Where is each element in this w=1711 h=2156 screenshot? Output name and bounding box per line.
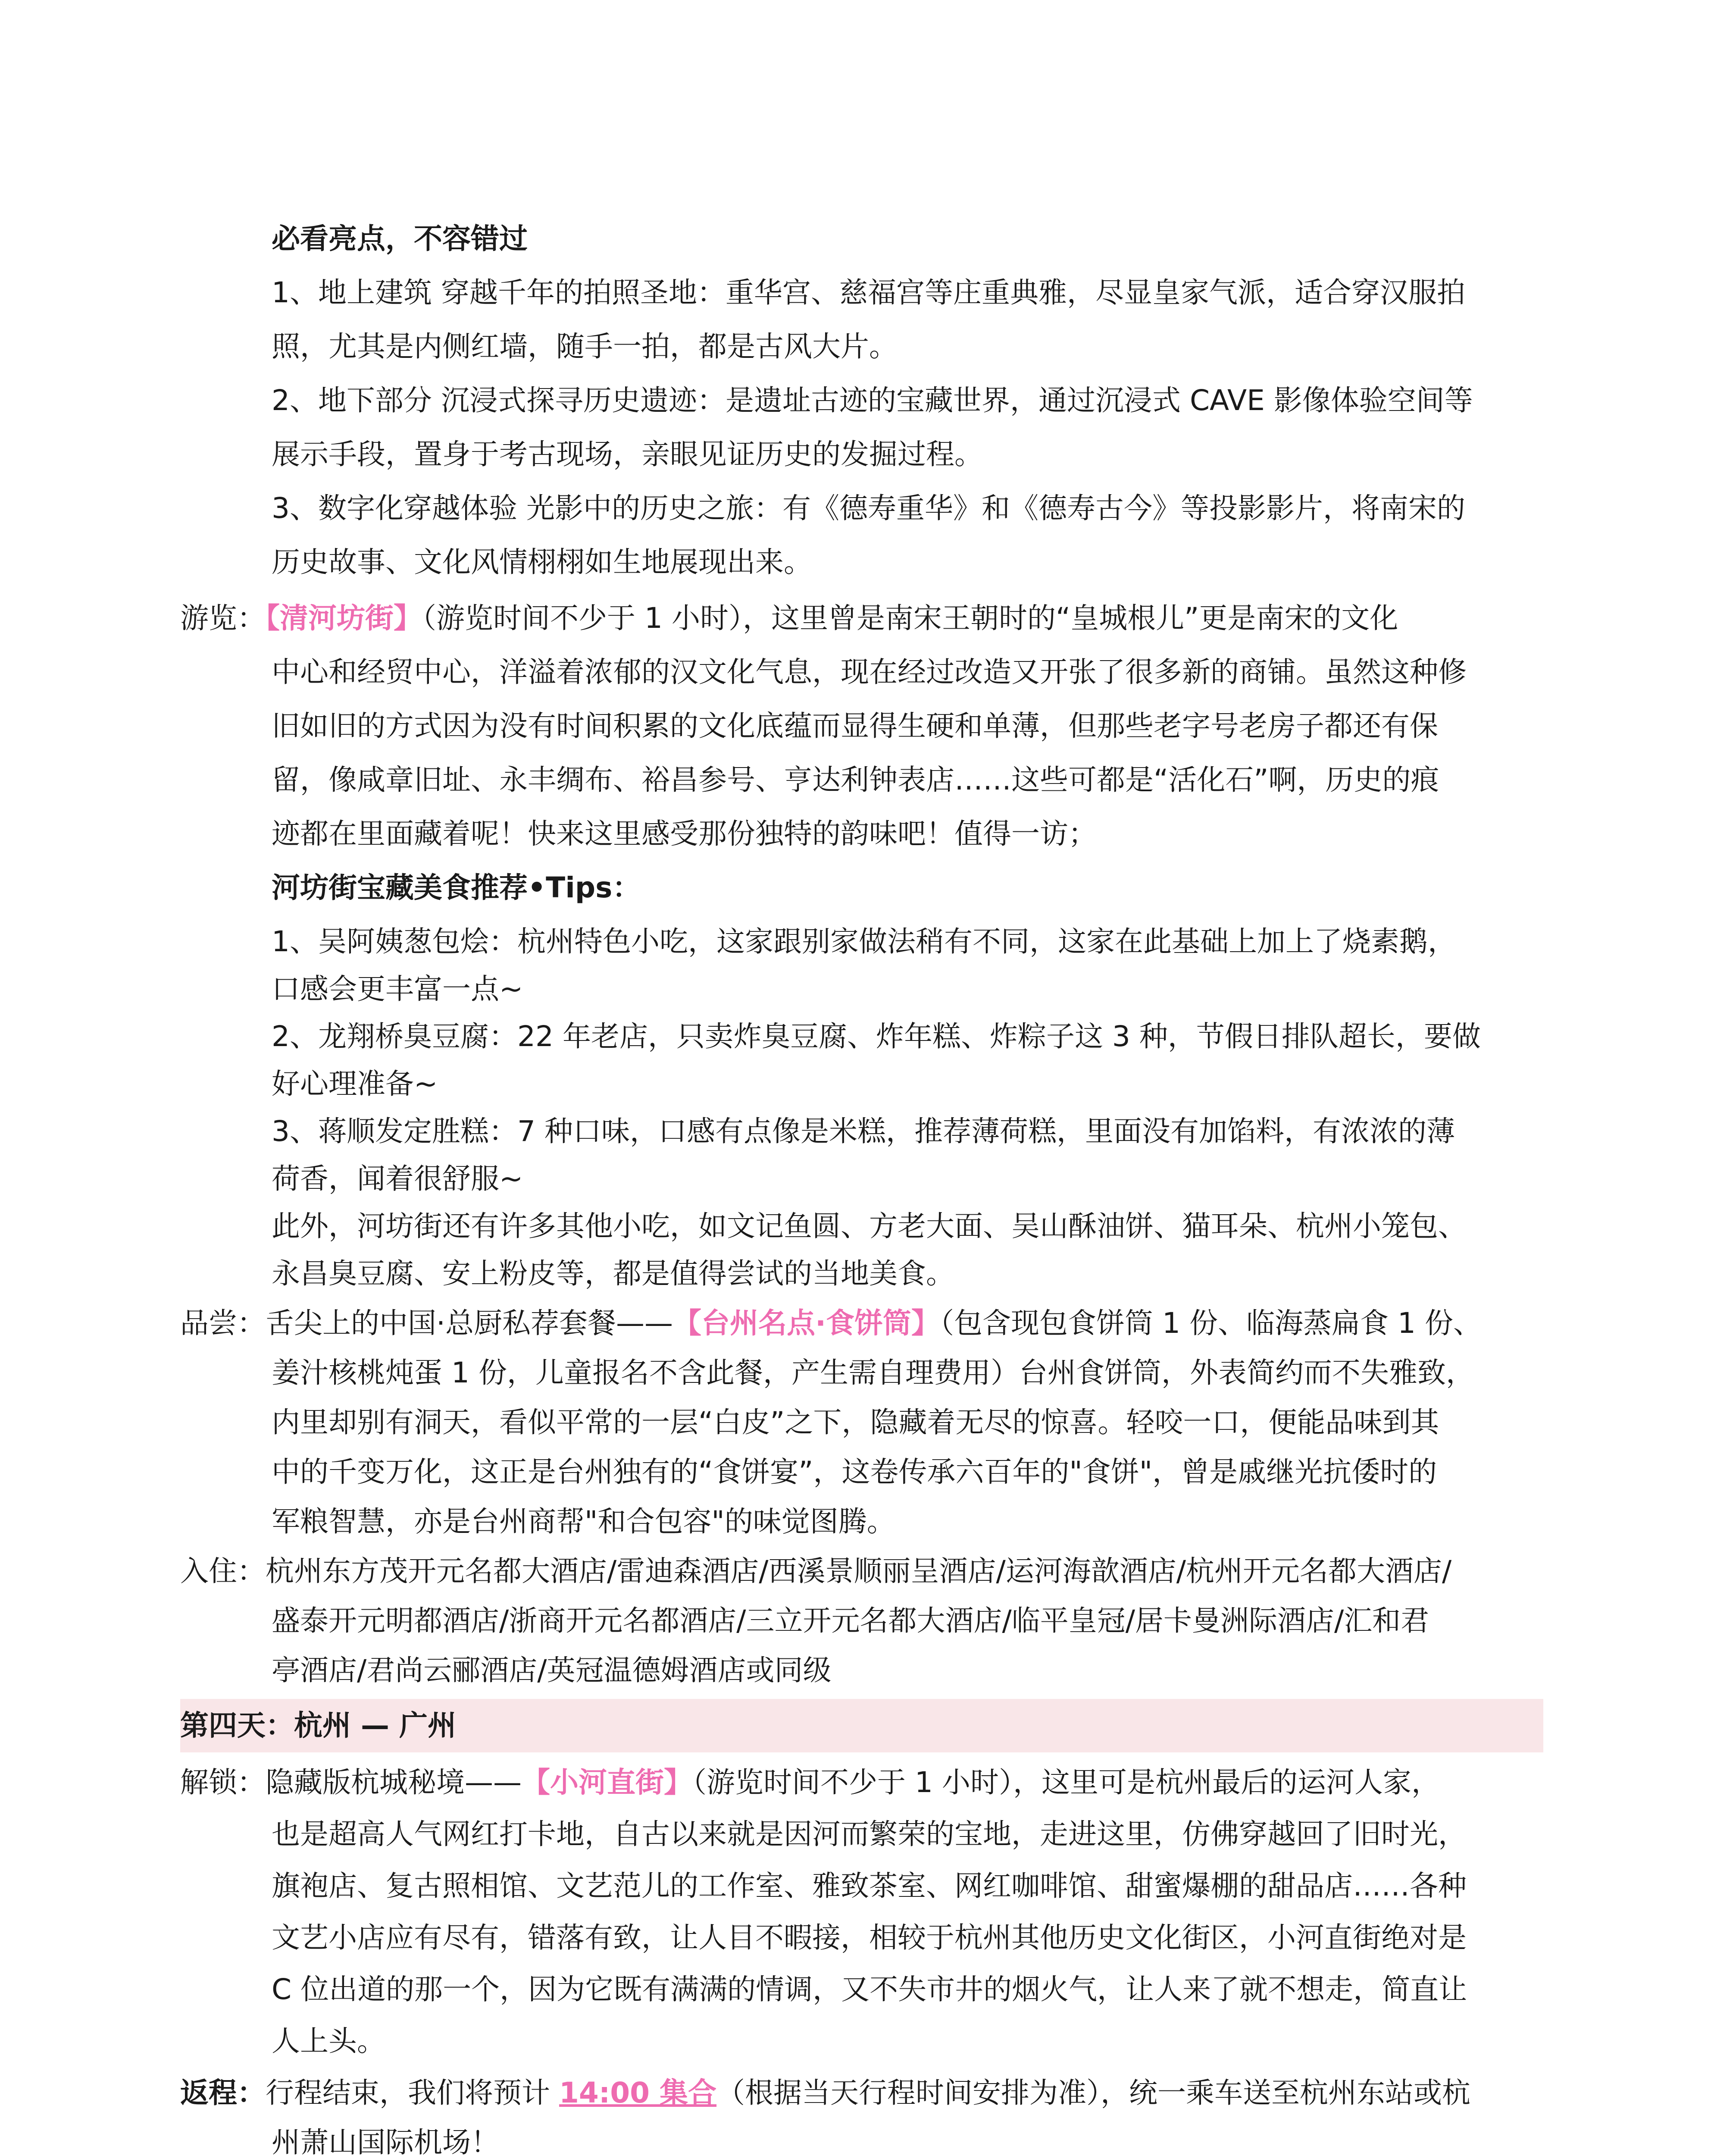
unlock-pre: 隐藏版杭城秘境—— [266, 1766, 522, 1799]
taste-text: （包含现包食饼筒 1 份、临海蒸扁食 1 份、 [940, 1307, 1482, 1340]
highlight-item-3-cont: 历史故事、文化风情栩栩如生地展现出来。 [272, 545, 812, 579]
stay-paragraph-line-1 [180, 1545, 1451, 1598]
food-item-2-cont: 好心理准备~ [272, 1067, 438, 1100]
stay-line-2: 盛泰开元明都酒店/浙商开元名都酒店/三立开元名都大酒店/临平皇冠/居卡曼洲际酒店/汇和君 [272, 1604, 1429, 1637]
stay-line-3: 亭酒店/君尚云郦酒店/英冠温德姆酒店或同级 [272, 1654, 832, 1687]
food-extra-cont: 永昌臭豆腐、安上粉皮等，都是值得尝试的当地美食。 [272, 1257, 954, 1290]
tour-line-4: 留，像咸章旧址、永丰绸布、裕昌参号、亨达利钟表店……这些可都是“活化石”啊，历史的痕 [272, 763, 1439, 796]
highlights-heading: 必看亮点，不容错过 [272, 222, 528, 255]
tour-line-3: 旧如旧的方式因为没有时间积累的文化底蕴而显得生硬和单薄，但那些老字号老房子都还有保 [272, 709, 1438, 743]
unlock-line-6: 人上头。 [272, 2024, 385, 2058]
highlight-item-3: 3、数字化穿越体验 光影中的历史之旅：有《德寿重华》和《德寿古今》等投影影片，将南宋的 [272, 492, 1465, 525]
return-label: 返程： [180, 2076, 266, 2109]
highlight-item-1-cont: 照，尤其是内侧红墙，随手一拍，都是古风大片。 [272, 330, 898, 363]
unlock-line-5: C 位出道的那一个，因为它既有满满的情调，又不失市井的烟火气，让人来了就不想走，简直让 [272, 1973, 1467, 2006]
return-pre: 行程结束，我们将预计 [266, 2076, 559, 2109]
food-item-1: 1、吴阿姨葱包烩：杭州特色小吃，这家跟别家做法稍有不同，这家在此基础上加上了烧素鹅， [272, 925, 1456, 958]
food-item-3: 3、蒋顺发定胜糕：7 种口味，口感有点像是米糕，推荐薄荷糕，里面没有加馅料，有浓浓的薄 [272, 1115, 1455, 1148]
highlight-item-2-cont: 展示手段，置身于考古现场，亲眼见证历史的发掘过程。 [272, 438, 983, 471]
taste-line-4: 中的千变万化，这正是台州独有的“食饼宴”，这卷传承六百年的"食饼"，曾是戚继光抗倭时的 [272, 1455, 1437, 1489]
unlock-text: （游览时间不少于 1 小时），这里可是杭州最后的运河人家， [692, 1766, 1440, 1799]
food-item-3-cont: 荷香，闻着很舒服~ [272, 1162, 523, 1195]
return-time-highlight: 14:00 集合 [559, 2076, 717, 2109]
highlight-item-1: 1、地上建筑 穿越千年的拍照圣地：重华宫、慈福宫等庄重典雅，尽显皇家气派，适合穿汉服拍 [272, 276, 1465, 309]
stay-label: 入住： [180, 1554, 266, 1588]
taste-label: 品尝： [180, 1307, 266, 1340]
tour-paragraph-line-1 [180, 592, 1398, 645]
unlock-line-2: 也是超高人气网红打卡地，自古以来就是因河而繁荣的宝地，走进这里，仿佛穿越回了旧时光， [272, 1818, 1467, 1851]
day-heading: 第四天：杭州 — 广州 [180, 1709, 456, 1742]
highlight-item-2: 2、地下部分 沉浸式探寻历史遗迹：是遗址古迹的宝藏世界，通过沉浸式 CAVE 影像体验空间等 [272, 384, 1473, 417]
unlock-line-4: 文艺小店应有尽有，错落有致，让人目不暇接，相较于杭州其他历史文化街区，小河直街绝对是 [272, 1921, 1467, 1954]
tour-label: 游览： [180, 602, 266, 635]
unlock-label: 解锁： [180, 1766, 266, 1799]
taste-paragraph-line-1 [180, 1297, 1482, 1350]
tour-highlight: 【清河坊街】 [266, 602, 422, 635]
taste-line-2: 姜汁核桃炖蛋 1 份，儿童报名不含此餐，产生需自理费用）台州食饼筒，外表简约而不失雅致， [272, 1356, 1474, 1389]
unlock-highlight: 【小河直街】 [522, 1766, 692, 1799]
taste-line-3: 内里却别有洞天，看似平常的一层“白皮”之下，隐藏着无尽的惊喜。轻咬一口，便能品味到其 [272, 1406, 1439, 1439]
return-line-2: 州萧山国际机场！ [272, 2126, 499, 2156]
return-text: （根据当天行程时间安排为准），统一乘车送至杭州东站或杭 [716, 2076, 1471, 2109]
taste-line-5: 军粮智慧，亦是台州商帮"和合包容"的味觉图腾。 [272, 1505, 895, 1538]
taste-highlight: 【台州名点·食饼筒】 [673, 1307, 940, 1340]
food-tips-heading: 河坊街宝藏美食推荐•Tips： [272, 871, 641, 904]
unlock-line-3: 旗袍店、复古照相馆、文艺范儿的工作室、雅致茶室、网红咖啡馆、甜蜜爆棚的甜品店……各种 [272, 1869, 1467, 1902]
tour-line-2: 中心和经贸中心，洋溢着浓郁的汉文化气息，现在经过改造又开张了很多新的商铺。虽然这种修 [272, 655, 1467, 689]
taste-pre: 舌尖上的中国·总厨私荐套餐—— [266, 1307, 673, 1340]
unlock-paragraph-line-1 [180, 1756, 1440, 1809]
return-paragraph-line-1 [180, 2066, 1470, 2120]
tour-line-5: 迹都在里面藏着呢！快来这里感受那份独特的韵味吧！值得一访； [272, 817, 1097, 850]
tour-text: （游览时间不少于 1 小时），这里曾是南宋王朝时的“皇城根儿”更是南宋的文化 [422, 602, 1398, 635]
food-extra: 此外，河坊街还有许多其他小吃，如文记鱼圆、方老大面、吴山酥油饼、猫耳朵、杭州小笼包、 [272, 1210, 1467, 1243]
food-item-1-cont: 口感会更丰富一点~ [272, 972, 523, 1006]
stay-text: 杭州东方茂开元名都大酒店/雷迪森酒店/西溪景顺丽呈酒店/运河海歆酒店/杭州开元名都大酒店/ [266, 1554, 1452, 1588]
food-item-2: 2、龙翔桥臭豆腐：22 年老店，只卖炸臭豆腐、炸年糕、炸粽子这 3 种，节假日排队超长，要做 [272, 1020, 1481, 1053]
